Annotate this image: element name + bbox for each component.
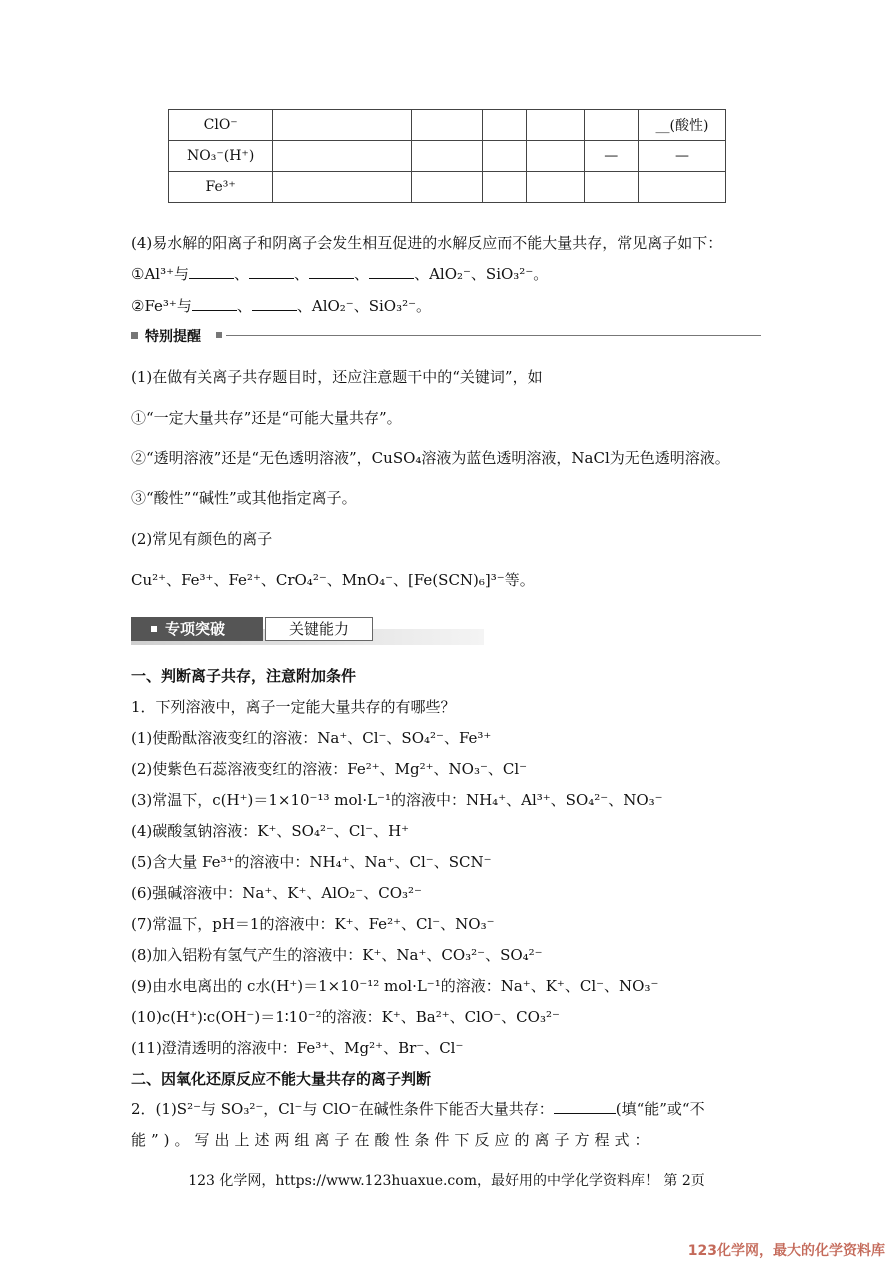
table-cell	[273, 110, 411, 141]
question-1-item: (4)碳酸氢钠溶液：K⁺、SO₄²⁻、Cl⁻、H⁺	[131, 822, 410, 840]
reminder-1c: ③“酸性”“碱性”或其他指定离子。	[131, 489, 357, 507]
question-2	[131, 1099, 705, 1119]
question-1: 1．下列溶液中，离子一定能大量共存的有哪些？	[131, 698, 456, 716]
square-bullet-icon	[131, 332, 138, 339]
table-cell	[483, 110, 526, 141]
reminder-1a: ①“一定大量共存”还是“可能大量共存”。	[131, 409, 402, 427]
question-1-item: (1)使酚酞溶液变红的溶液：Na⁺、Cl⁻、SO₄²⁻、Fe³⁺	[131, 729, 492, 747]
watermark: 123化学网，最大的化学资料库	[687, 1243, 885, 1259]
table-cell	[584, 172, 638, 203]
table-cell	[273, 172, 411, 203]
table-cell	[273, 141, 411, 172]
section-banner	[131, 615, 484, 647]
table-cell	[411, 141, 483, 172]
table-cell	[584, 110, 638, 141]
table-cell	[483, 172, 526, 203]
reminder-2a: Cu²⁺、Fe³⁺、Fe²⁺、CrO₄²⁻、MnO₄⁻、[Fe(SCN)₆]³⁻等。	[131, 571, 535, 589]
table-row	[169, 141, 726, 172]
paragraph-4a	[131, 264, 548, 284]
blank	[192, 296, 237, 311]
text: 、	[234, 265, 250, 283]
text: 、	[354, 265, 370, 283]
banner-left	[131, 617, 263, 641]
banner-right: 关键能力	[265, 617, 373, 641]
table-cell	[411, 110, 483, 141]
question-1-item: (3)常温下，c(H⁺)＝1×10⁻¹³ mol·L⁻¹的溶液中：NH₄⁺、Al³⁺、SO₄²⁻、NO₃⁻	[131, 791, 663, 809]
reminder-1: (1)在做有关离子共存题目时，还应注意题干中的“关键词”，如	[131, 368, 543, 386]
page-footer: 123 化学网，https://www.123huaxue.com，最好用的中学化学资料库！ 第 2页	[188, 1173, 705, 1189]
text: 、	[294, 265, 310, 283]
text: ②Fe³⁺与	[131, 297, 192, 315]
question-1-item: (10)c(H⁺)∶c(OH⁻)＝1∶10⁻²的溶液：K⁺、Ba²⁺、ClO⁻、CO₃²⁻	[131, 1008, 560, 1026]
question-1-item: (7)常温下，pH＝1的溶液中：K⁺、Fe²⁺、Cl⁻、NO₃⁻	[131, 915, 495, 933]
question-1-item: (6)强碱溶液中：Na⁺、K⁺、AlO₂⁻、CO₃²⁻	[131, 884, 422, 902]
question-2-line2: 能”)。写出上述两组离子在酸性条件下反应的离子方程式：	[131, 1131, 655, 1149]
table-cell: ClO⁻	[169, 110, 273, 141]
table-cell	[526, 172, 584, 203]
blank	[369, 264, 414, 279]
question-1-item: (9)由水电离出的 c水(H⁺)＝1×10⁻¹² mol·L⁻¹的溶液：Na⁺、K⁺、Cl⁻、NO₃⁻	[131, 977, 659, 995]
text: 2．(1)S²⁻与 SO₃²⁻，Cl⁻与 ClO⁻在碱性条件下能否大量共存：	[131, 1100, 554, 1118]
text: 、AlO₂⁻、SiO₃²⁻。	[414, 265, 549, 283]
ion-table	[168, 109, 726, 203]
question-1-item: (5)含大量 Fe³⁺的溶液中：NH₄⁺、Na⁺、Cl⁻、SCN⁻	[131, 853, 492, 871]
table-cell	[411, 172, 483, 203]
blank	[249, 264, 294, 279]
text: (填“能”或“不	[615, 1100, 705, 1118]
heading-2: 二、因氧化还原反应不能大量共存的离子判断	[131, 1070, 432, 1088]
table-row	[169, 110, 726, 141]
table-cell	[638, 172, 725, 203]
text: ①Al³⁺与	[131, 265, 190, 283]
table-cell	[483, 141, 526, 172]
special-reminder-title: 特别提醒	[145, 329, 201, 345]
blank	[309, 264, 354, 279]
table-cell: Fe³⁺	[169, 172, 273, 203]
table-cell: __(酸性)	[638, 110, 725, 141]
table-row	[169, 172, 726, 203]
question-1-item: (11)澄清透明的溶液中：Fe³⁺、Mg²⁺、Br⁻、Cl⁻	[131, 1039, 464, 1057]
heading-1: 一、判断离子共存，注意附加条件	[131, 667, 357, 685]
square-bullet-icon	[151, 626, 157, 632]
table-cell	[526, 141, 584, 172]
special-reminder-header	[131, 326, 761, 346]
question-1-item: (2)使紫色石蕊溶液变红的溶液：Fe²⁺、Mg²⁺、NO₃⁻、Cl⁻	[131, 760, 528, 778]
paragraph-4: (4)易水解的阳离子和阴离子会发生相互促进的水解反应而不能大量共存，常见离子如下：	[131, 234, 723, 252]
square-bullet-icon	[216, 332, 222, 338]
table-cell: —	[638, 141, 725, 172]
divider	[226, 335, 761, 336]
text: 、AlO₂⁻、SiO₃²⁻。	[296, 297, 432, 315]
banner-left-label: 专项突破	[165, 620, 226, 638]
table-cell	[526, 110, 584, 141]
answer-blank	[554, 1099, 616, 1114]
blank	[189, 264, 234, 279]
text: 、	[236, 297, 252, 315]
table-cell: —	[584, 141, 638, 172]
blank	[252, 296, 297, 311]
reminder-2: (2)常见有颜色的离子	[131, 530, 273, 548]
reminder-1b: ②“透明溶液”还是“无色透明溶液”，CuSO₄溶液为蓝色透明溶液，NaCl为无色透明溶液。	[131, 449, 730, 467]
question-1-item: (8)加入铝粉有氢气产生的溶液中：K⁺、Na⁺、CO₃²⁻、SO₄²⁻	[131, 946, 543, 964]
table-cell: NO₃⁻(H⁺)	[169, 141, 273, 172]
paragraph-4b	[131, 296, 431, 316]
